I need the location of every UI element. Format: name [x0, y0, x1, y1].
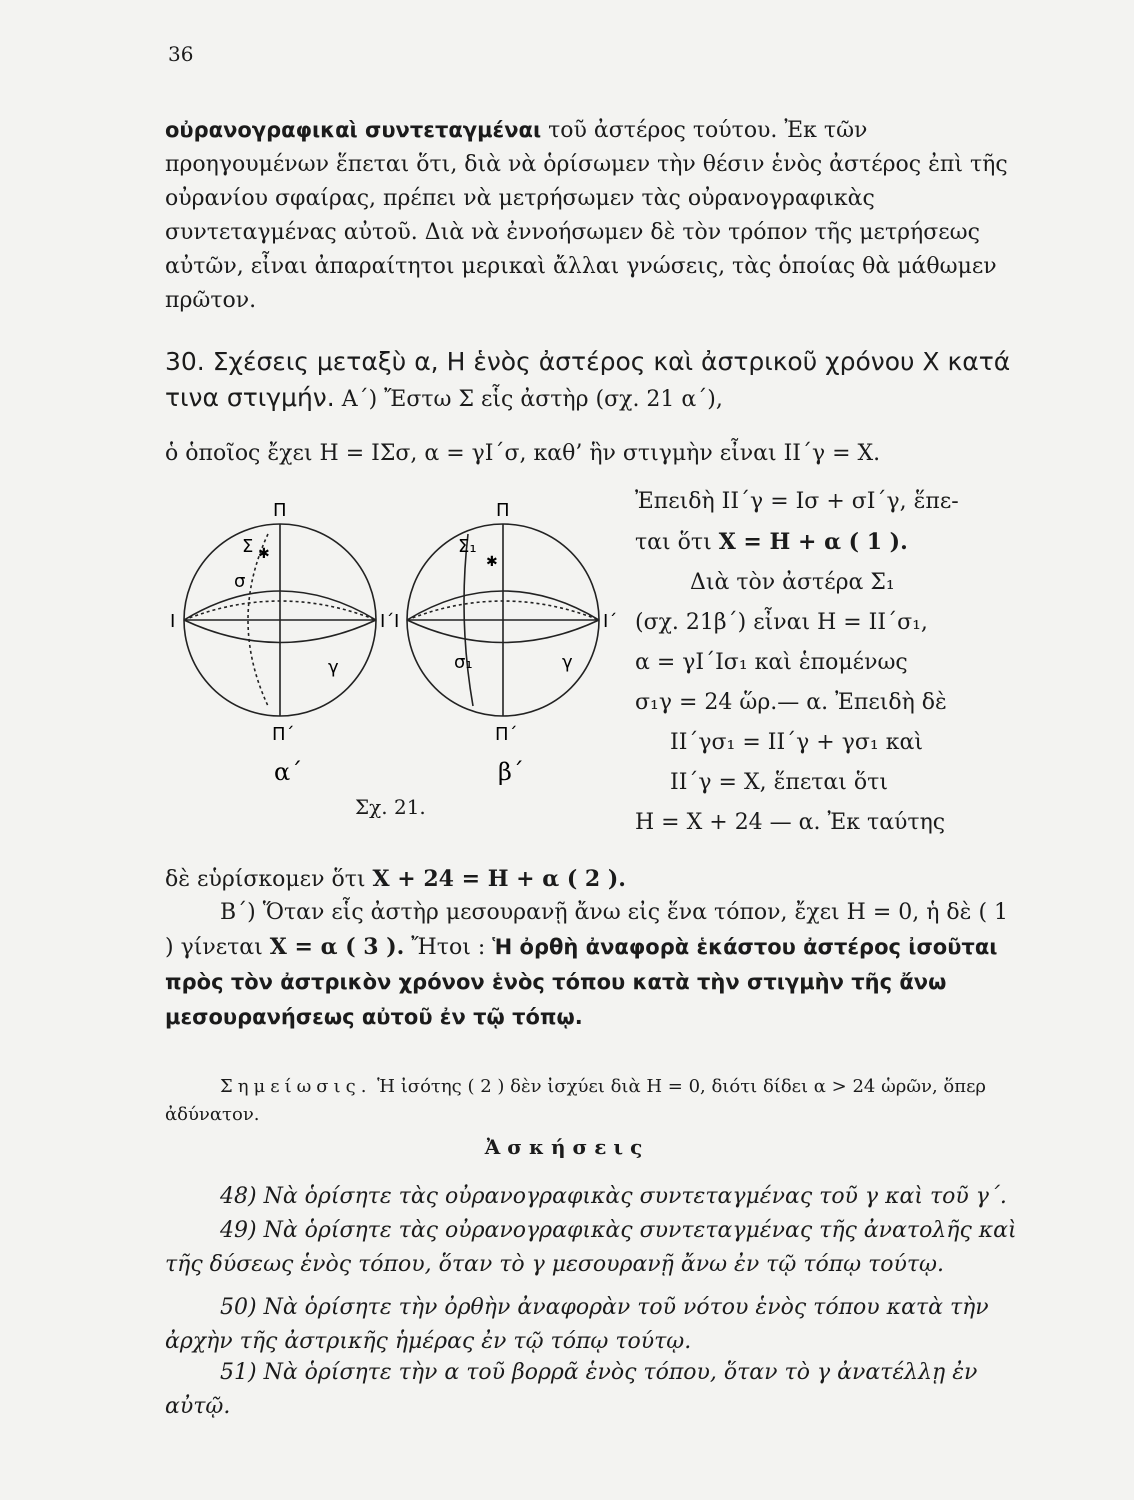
label-a-gamma: γ	[328, 657, 339, 678]
label-b-pole-top: Π	[496, 500, 510, 521]
right-line-1: Ἐπειδὴ ΙΙ΄γ = Ισ + σΙ΄γ, ἕπε-	[635, 489, 959, 514]
intro-text: τοῦ ἀστέρος τούτου. Ἐκ τῶν προηγουμένων ἕπεται ὅτι, διὰ νὰ ὁρίσωμεν τὴν θέσιν ἑνὸς ἀστέρος ἐπὶ τῆς οὐρανίου σφαίρας, πρέπει νὰ μετρήσωμεν τὰς οὐρανογραφικὰς συντεταγμένας αὐτοῦ. Διὰ νὰ ἐννοήσωμεν δὲ τὸν τρόπον τῆς μετρήσεως αὐτῶν, εἶναι ἀπαραίτητοι μερικαὶ ἄλλαι γνώσεις, τὰς ὁποίας θὰ μάθωμεν πρῶτον.	[165, 118, 1008, 313]
exercise-49: 49) Νὰ ὁρίσητε τὰς οὐρανογραφικὰς συντεταγμένας τῆς ἀνατολῆς καὶ τῆς δύσεως ἑνὸς τόπου, ὅταν τὸ γ μεσουρανῇ ἄνω ἐν τῷ τόπῳ τούτῳ.	[165, 1218, 1017, 1277]
formula-2: Χ + 24 = Η + α ( 2 ).	[372, 866, 626, 892]
label-b-pole-bottom: Π΄	[495, 724, 518, 745]
label-a-I-prime: Ι΄	[380, 611, 395, 632]
exercise-50: 50) Νὰ ὁρίσητε τὴν ὀρθὴν ἀναφορὰν τοῦ νότου ἑνὸς τόπου κατὰ τὴν ἀρχὴν τῆς ἀστρικῆς ἡμέρας ἐν τῷ τόπῳ τούτῳ.	[165, 1295, 989, 1354]
sphere-a	[184, 524, 376, 716]
note	[165, 1073, 1025, 1129]
formula-3: Χ = α ( 3 ).	[269, 934, 405, 960]
star-a-icon: ✱	[258, 546, 270, 562]
paragraph-b	[165, 896, 1020, 1035]
paragraph-b-text: Β΄) Ὅταν εἷς ἀστὴρ μεσουρανῇ ἄνω εἰς ἕνα τόπον, ἔχει Η = 0, ἡ δὲ ( 1 ) γίνεται	[165, 900, 1009, 960]
intro-paragraph	[165, 113, 1020, 318]
section-line2: ὁ ὁποῖος ἔχει Η = ΙΣσ, α = γΙ΄σ, καθ’ ἣν στιγμὴν εἶναι ΙΙ΄γ = Χ.	[165, 441, 881, 466]
label-b-I-prime: Ι΄	[603, 611, 618, 632]
right-line-3: Διὰ τὸν ἀστέρα Σ₁	[690, 570, 895, 595]
figure-21	[168, 490, 628, 830]
note-label: Σημείωσις.	[220, 1076, 372, 1097]
right-line-2-wrap	[635, 522, 1025, 563]
label-a-pole-top: Π	[273, 500, 287, 521]
paragraph-b-bold: Ἡ ὀρθὴ ἀναφορὰ ἑκάστου ἀστέρος ἰσοῦται πρὸς τὸν ἀστρικὸν χρόνον ἑνὸς τόπου κατὰ τὴν στιγμὴν τῆς ἄνω μεσουρανήσεως αὐτοῦ ἐν τῷ τόπῳ.	[165, 935, 998, 1029]
right-line-5: α = γΙ΄Ισ₁ καὶ ἑπομένως	[635, 650, 908, 675]
right-line-7: ΙΙ΄γσ₁ = ΙΙ΄γ + γσ₁ καὶ	[670, 730, 923, 755]
label-a-I: Ι	[170, 611, 176, 632]
section-title: 30. Σχέσεις μεταξὺ α, Η ἑνὸς ἀστέρος καὶ ἀστρικοῦ χρόνου Χ κατά τινα στιγμήν.	[165, 347, 1011, 412]
note-text: Ἡ ἰσότης ( 2 ) δὲν ἰσχύει διὰ Η = 0, διότι δίδει α > 24 ὡρῶν, ὅπερ ἀδύνατον.	[165, 1076, 986, 1125]
label-b-sigma1: σ₁	[454, 652, 473, 673]
label-b-gamma: γ	[562, 652, 573, 673]
label-a-pole-bottom: Π΄	[272, 724, 295, 745]
line-after-figure	[165, 862, 1020, 897]
right-column	[635, 482, 1025, 843]
right-line-8: ΙΙ΄γ = Χ, ἕπεται ὅτι	[670, 770, 888, 795]
label-b-I: Ι	[394, 611, 400, 632]
exercise-48: 48) Νὰ ὁρίσητε τὰς οὐρανογραφικὰς συντεταγμένας τοῦ γ καὶ τοῦ γ΄.	[220, 1184, 1007, 1209]
right-line-6: σ₁γ = 24 ὥρ.— α. Ἐπειδὴ δὲ	[635, 690, 947, 715]
intro-bold-term: οὐρανογραφικαὶ συντεταγμέναι	[165, 118, 542, 142]
section-continuation: Α΄) Ἔστω Σ εἷς ἀστὴρ (σχ. 21 α΄),	[334, 387, 723, 412]
sublabel-b: β΄	[498, 758, 524, 786]
line-after-text: δὲ εὑρίσκομεν ὅτι	[165, 867, 366, 892]
exercises-title: Ἀσκήσεις	[484, 1135, 650, 1159]
star-b-icon: ✱	[486, 554, 498, 570]
section-heading	[165, 344, 1020, 418]
right-line-4: (σχ. 21β΄) εἶναι Η = ΙΙ΄σ₁,	[635, 610, 928, 635]
right-line-9: Η = Χ + 24 — α. Ἐκ ταύτης	[635, 810, 946, 835]
label-a-Sigma: Σ	[242, 536, 254, 557]
label-a-sigma: σ	[234, 571, 246, 592]
label-b-Sigma1: Σ₁	[458, 536, 477, 557]
sublabel-a: α΄	[274, 758, 303, 786]
right-line-2: ται ὅτι	[635, 530, 712, 555]
exercise-51: 51) Νὰ ὁρίσητε τὴν α τοῦ βορρᾶ ἑνὸς τόπου, ὅταν τὸ γ ἀνατέλλῃ ἐν αὐτῷ.	[165, 1360, 978, 1419]
paragraph-b-text2: Ἤτοι :	[404, 935, 486, 960]
figure-caption: Σχ. 21.	[355, 795, 426, 819]
sphere-b	[407, 524, 599, 716]
figure-21-diagram	[168, 490, 628, 830]
formula-1: Χ = Η + α ( 1 ).	[718, 529, 908, 555]
page-number: 36	[168, 42, 194, 66]
